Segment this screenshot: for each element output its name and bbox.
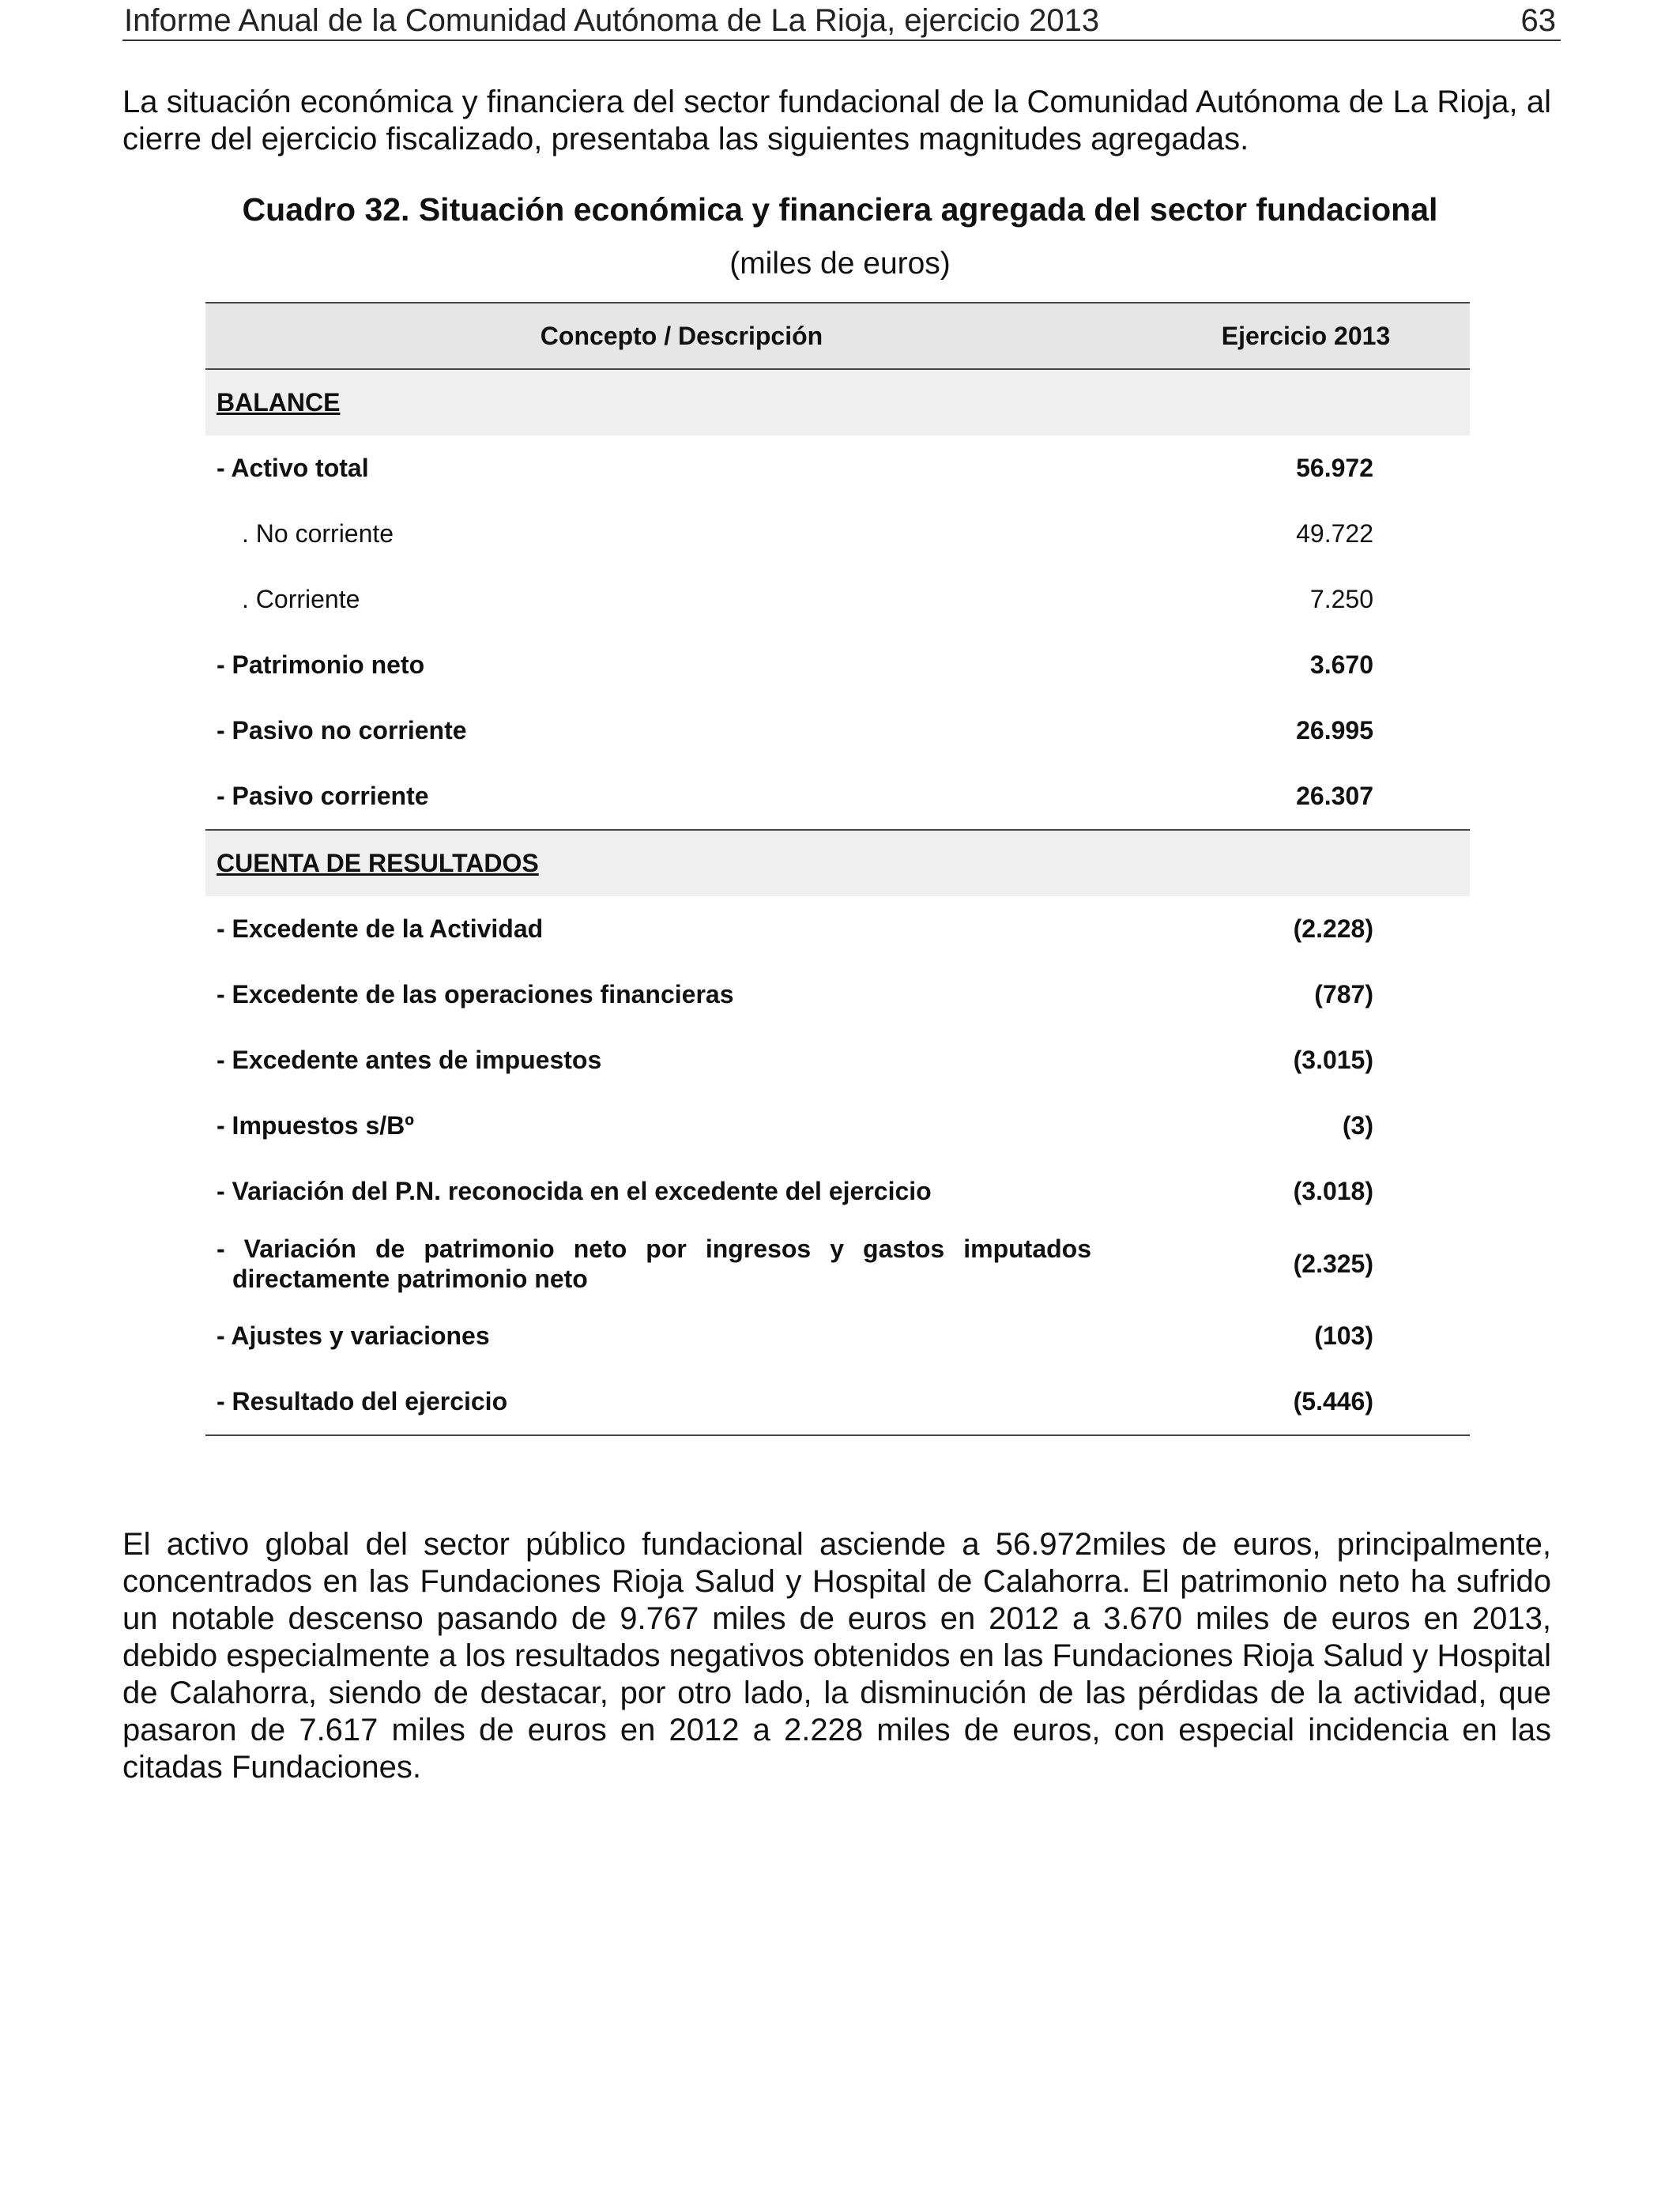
table-row [205, 435, 1470, 501]
intro-paragraph: La situación económica y financiera del sector fundacional de la Comunidad Autónoma de La Rioja, al cierre del ejercicio fiscalizado, presentaba las siguientes magnitudes agregadas. [122, 85, 1551, 156]
row-value: 26.995 [1296, 716, 1373, 745]
column-header-year: Ejercicio 2013 [1158, 303, 1470, 369]
table-row [205, 1224, 1470, 1303]
page-number: 63 [1520, 3, 1556, 38]
table-row [205, 896, 1470, 962]
row-label: - Impuestos s/Bº [217, 1111, 414, 1140]
row-label: - Excedente antes de impuestos [217, 1046, 602, 1074]
section-row-results [205, 830, 1470, 896]
table-row [205, 1027, 1470, 1093]
row-label: - Excedente de la Actividad [217, 914, 544, 943]
row-label: - Resultado del ejercicio [205, 1369, 1158, 1435]
row-label: - Variación del P.N. reconocida en el excedente del ejercicio [217, 1177, 932, 1205]
row-label: - Activo total [217, 454, 369, 482]
section-label: BALANCE [205, 369, 1470, 435]
row-value: (787) [1314, 980, 1373, 1008]
row-value: (3.018) [1293, 1177, 1373, 1205]
row-label: . No corriente [242, 519, 394, 548]
table-caption: Cuadro 32. Situación económica y financiera agregada del sector fundacional [242, 191, 1438, 228]
row-value: 49.722 [1296, 519, 1373, 548]
table-row [205, 1369, 1470, 1435]
financial-summary-table [205, 302, 1470, 1436]
row-label: - Pasivo no corriente [217, 716, 467, 745]
row-value: (103) [1314, 1321, 1373, 1350]
row-value: 56.972 [1296, 454, 1373, 482]
row-value: (3) [1342, 1111, 1373, 1140]
table-row [205, 1159, 1470, 1224]
row-label-cell [205, 1224, 1158, 1303]
table-row [205, 501, 1470, 567]
row-label: . Corriente [242, 585, 360, 613]
column-header-concept: Concepto / Descripción [205, 303, 1158, 369]
row-value: (3.015) [1293, 1046, 1373, 1074]
row-value: (5.446) [1158, 1369, 1470, 1435]
table-row [205, 1093, 1470, 1159]
table-row [205, 1303, 1470, 1369]
section-row-balance [205, 369, 1470, 435]
table-row [205, 567, 1470, 632]
row-value: 7.250 [1309, 585, 1373, 613]
running-header [122, 0, 1561, 41]
row-value: (2.325) [1293, 1249, 1373, 1278]
closing-paragraph: El activo global del sector público fundacional asciende a 56.972miles de euros, principalmente, concentrados en las Fundaciones Rioja Salud y Hospital de Calahorra. El patrimonio neto ha sufrido un notable descenso pasando de 9.767 miles de euros en 2012 a 3.670 miles de euros en 2013, debido especialmente a los resultados negativos obtenidos en las Fundaciones Rioja Salud y Hospital de Calahorra, siendo de destacar, por otro lado, la disminución de las pérdidas de la actividad, que pasaron de 7.617 miles de euros en 2012 a 2.228 miles de euros, con especial incidencia en las citadas Fundaciones. [122, 1527, 1551, 1785]
table-row [205, 763, 1470, 830]
table-row [205, 632, 1470, 698]
table-row [205, 962, 1470, 1027]
row-label: - Ajustes y variaciones [217, 1321, 490, 1350]
row-label: - Pasivo corriente [217, 782, 429, 810]
row-value: 3.670 [1309, 650, 1373, 679]
table-units: (miles de euros) [729, 247, 951, 281]
row-value: (2.228) [1293, 914, 1373, 943]
report-title: Informe Anual de la Comunidad Autónoma de La Rioja, ejercicio 2013 [124, 3, 1100, 38]
row-label: - Patrimonio neto [217, 650, 425, 679]
row-label: - Variación de patrimonio neto por ingresos y gastos imputados directamente patrimonio neto [217, 1235, 1091, 1293]
table-header-row [205, 303, 1470, 369]
table-row [205, 698, 1470, 763]
section-label: CUENTA DE RESULTADOS [205, 830, 1470, 896]
row-value: 26.307 [1296, 782, 1373, 810]
row-label: - Excedente de las operaciones financieras [217, 980, 734, 1008]
